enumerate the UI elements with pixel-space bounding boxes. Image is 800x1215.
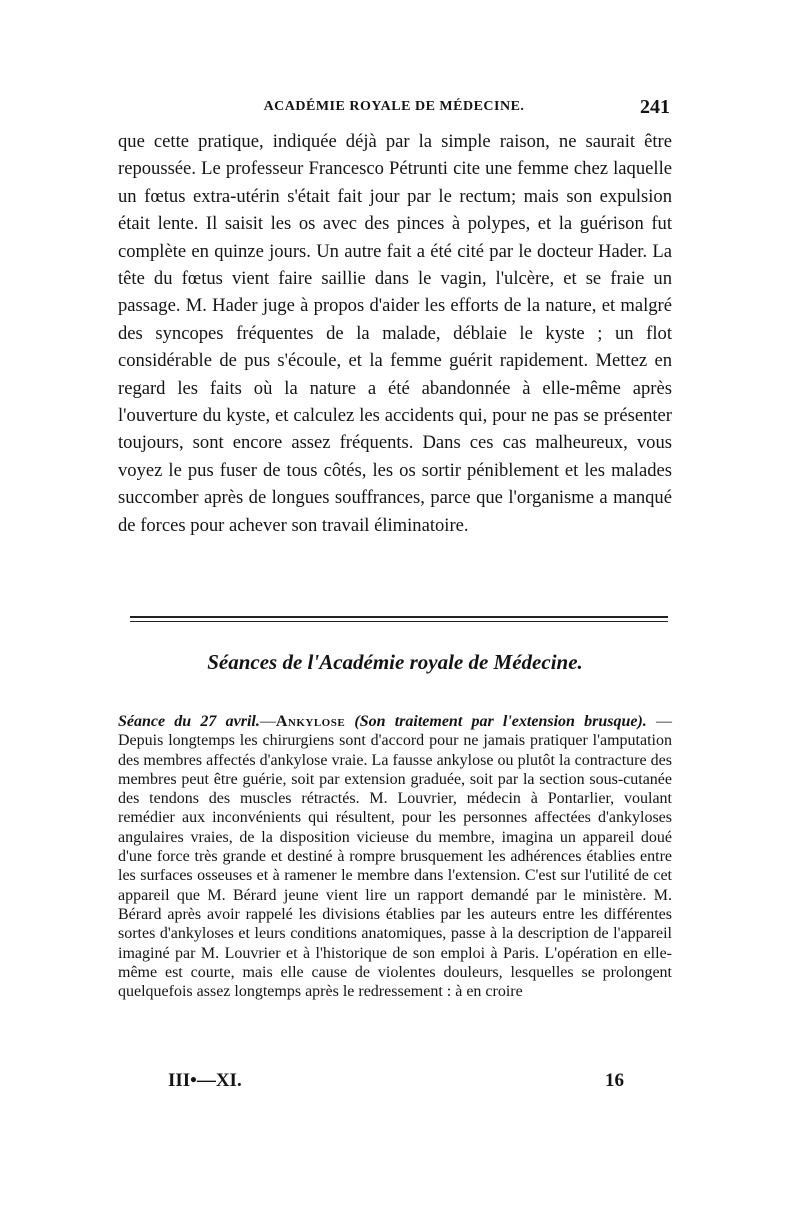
divider-thin-line <box>130 621 668 622</box>
signature-mark: III•—XI. <box>168 1070 242 1091</box>
seance-date: Séance du 27 avril. <box>118 713 260 730</box>
topic-subtitle: (Son traitement par l'extension brusque). <box>354 713 647 730</box>
heading-dash: — <box>259 713 276 730</box>
paragraph-2-text: — Depuis longtemps les chirurgiens sont d'accord pour ne jamais pratiquer l'amputation des membres affectés d'ankylose vraie. La fausse ankylose ou plutôt la contracture des membres peut être guérie, soit par extension graduée, soit par la section sous-cutanée des tendons des muscles rétractés. M. Louvrier, médecin à Pontarlier, voulant remédier aux inconvénients qui résultent, pour les personnes affectées d'ankyloses angulaires vraies, de la disposition vicieuse du membre, imagina un appareil doué d'une force très grande et destiné à rompre brusquement les adhérences établies entre les surfaces osseuses et à ramener le membre dans l'extension. C'est sur l'utilité de cet appareil que M. Bérard jeune vient lire un rapport demandé par le ministère. M. Bérard après avoir rappelé les divisions établies par les auteurs entre les différentes sortes d'ankyloses et leurs conditions anatomiques, passe à la description de l'appareil imaginé par M. Louvrier et à l'historique de son emploi à Paris. L'opération en elle-même est courte, mais elle cause de violentes douleurs, lesquelles se prolongent quelquefois assez longtemps après le redressement : à en croire <box>118 713 672 1001</box>
topic-heading: Ankylose <box>275 713 346 730</box>
sheet-number: 16 <box>605 1070 624 1091</box>
paragraph-2 <box>118 712 672 1001</box>
body-paragraph-2 <box>118 712 672 1001</box>
section-title: Séances de l'Académie royale de Médecine. <box>207 650 583 674</box>
body-paragraph-1 <box>118 128 672 539</box>
page-number: 241 <box>640 96 670 118</box>
running-head: ACADÉMIE ROYALE DE MÉDECINE. <box>263 99 525 114</box>
divider-thick-line <box>130 616 668 618</box>
paragraph-1-text: que cette pratique, indiquée déjà par la simple raison, ne saurait être repoussée. Le professeur Francesco Pétrunti cite une femme chez laquelle un fœtus extra-utérin s'était fait jour par le rectum; mais son expulsion était lente. Il saisit les os avec des pinces à polypes, et la guérison fut complète en quinze jours. Un autre fait a été cité par le docteur Hader. La tête du fœtus vient faire saillie dans le vagin, l'ulcère, et se fraie un passage. M. Hader juge à propos d'aider les efforts de la nature, et malgré des syncopes fréquentes de la malade, déblaie le kyste ; un flot considérable de pus s'écoule, et la femme guérit rapidement. Mettez en regard les faits où la nature a été abandonnée à elle-même après l'ouverture du kyste, et calculez les accidents qui, pour ne pas se présenter toujours, sont encore assez fréquents. Dans ces cas malheureux, vous voyez le pus fuser de tous côtés, les os sortir péniblement et les malades succomber après de longues souffrances, parce que l'organisme a manqué de forces pour achever son travail éliminatoire. <box>118 131 672 536</box>
page-header <box>118 96 670 120</box>
section-divider <box>130 616 668 626</box>
page-footer <box>168 1070 624 1096</box>
